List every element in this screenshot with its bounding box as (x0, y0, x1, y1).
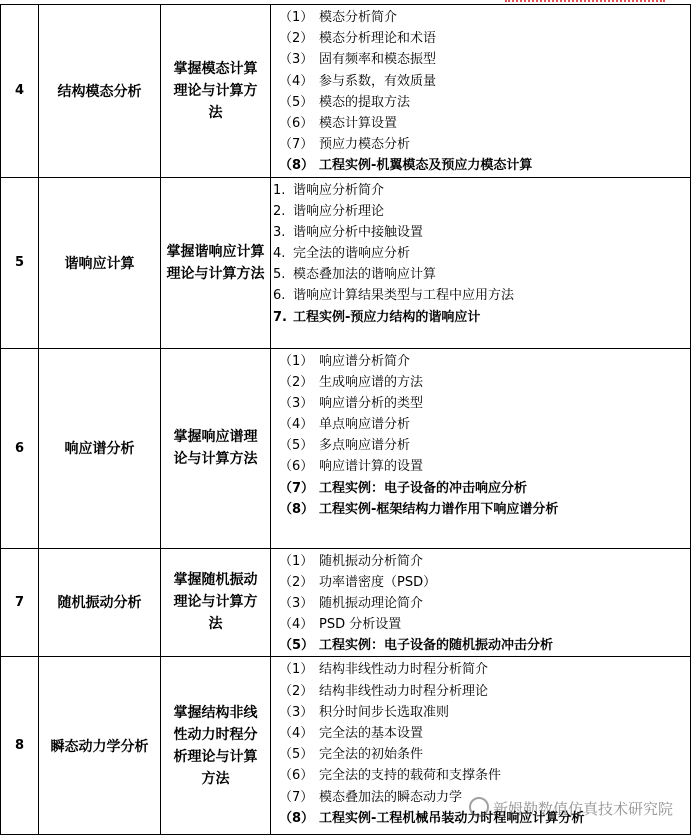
watermark (469, 797, 673, 819)
goal-line: 掌握随机振动 (173, 572, 258, 589)
list-item (271, 155, 690, 176)
item-text: 完全法的谐响应分析 (293, 246, 411, 262)
list-item (271, 702, 690, 723)
list-item (271, 435, 690, 456)
list-item (271, 372, 690, 393)
learning-goal (161, 5, 271, 178)
item-marker: （4） (279, 417, 314, 433)
list-item (271, 180, 690, 201)
item-text: 预应力模态分析 (319, 137, 411, 153)
item-marker: （5） (279, 438, 314, 454)
content-list (271, 351, 690, 521)
list-item (271, 723, 690, 744)
goal-line: 理论与计算方 (173, 594, 258, 611)
topic-name: 随机振动分析 (39, 548, 161, 657)
item-marker: （3） (279, 52, 314, 68)
list-item (271, 92, 690, 113)
learning-goal (161, 548, 271, 657)
content-list (271, 551, 690, 657)
item-text: 完全法的支持的载荷和支撑条件 (319, 768, 502, 784)
item-text: 谐响应计算结果类型与工程中应用方法 (293, 288, 515, 304)
item-marker: 7. (273, 309, 287, 325)
topic-name: 结构模态分析 (39, 5, 161, 178)
list-item (271, 681, 690, 702)
item-marker: （7） (279, 137, 314, 153)
item-marker: （2） (279, 374, 314, 390)
item-marker: （7） (279, 789, 314, 805)
topic-name: 响应谱分析 (39, 348, 161, 548)
item-text: 工程实例-预应力结构的谐响应计 (293, 309, 481, 325)
watermark-text: 新姆勒数值仿真技术研究院 (492, 800, 673, 818)
goal-line: 掌握响应谱理 (173, 429, 258, 445)
item-text: 模态分析简介 (319, 10, 398, 25)
topic-name: 谐响应计算 (39, 177, 161, 348)
item-text: 工程实例-框架结构力谱作用下响应谱分析 (319, 501, 559, 517)
item-marker: 1. (273, 182, 286, 198)
list-item (271, 134, 690, 155)
item-text: 模态的提取方法 (319, 94, 411, 110)
goal-line: 掌握结构非线 (173, 704, 258, 721)
learning-goal (161, 348, 271, 548)
item-marker: （3） (279, 395, 314, 411)
goal-line: 法 (208, 616, 223, 633)
item-text: 模态叠加法的谐响应计算 (293, 267, 437, 283)
item-marker: （6） (279, 768, 314, 784)
item-text: 随机振动理论简介 (319, 595, 424, 611)
item-text: 完全法的初始条件 (319, 747, 424, 763)
topic-name: 瞬态动力学分析 (39, 657, 161, 835)
item-marker: 4. (273, 246, 286, 262)
item-text: 功率谱密度（PSD） (319, 574, 437, 590)
item-text: 固有频率和模态振型 (319, 52, 437, 68)
list-item (271, 635, 690, 656)
item-marker: 3. (273, 224, 286, 240)
list-item (271, 551, 690, 572)
list-item (271, 285, 690, 306)
list-item (271, 7, 690, 28)
list-item (271, 765, 690, 786)
wechat-icon (469, 797, 489, 817)
list-item (271, 351, 690, 372)
list-item (271, 264, 690, 285)
row-number: 8 (1, 657, 39, 835)
row-number: 6 (1, 348, 39, 548)
list-item (271, 222, 690, 243)
table-row (1, 177, 691, 348)
item-text: 结构非线性动力时程分析简介 (319, 662, 489, 678)
row-number: 5 (1, 177, 39, 348)
item-text: 完全法的基本设置 (319, 726, 424, 741)
list-item (271, 414, 690, 435)
item-marker: （5） (279, 94, 314, 110)
item-marker: （1） (279, 353, 314, 369)
list-item (271, 593, 690, 614)
item-text: 模态计算设置 (319, 115, 398, 131)
item-marker: （7） (279, 480, 315, 496)
content-list (271, 7, 690, 177)
item-text: 响应谱分析的类型 (319, 395, 424, 411)
row-number: 4 (1, 5, 39, 178)
list-item (271, 307, 690, 328)
item-text: 积分时间步长选取准则 (319, 704, 450, 720)
goal-line: 法 (208, 104, 223, 121)
item-text: 模态叠加法的瞬态动力学 (319, 789, 463, 805)
goal-line: 理论与计算方法 (166, 265, 265, 282)
row-number: 7 (1, 548, 39, 657)
item-marker: （1） (279, 662, 314, 678)
item-marker: （5） (279, 747, 314, 763)
list-item (271, 393, 690, 414)
item-marker: （4） (279, 73, 314, 89)
content-list-cell (271, 5, 691, 178)
list-item (271, 243, 690, 264)
item-text: 响应谱分析简介 (319, 353, 411, 369)
item-text: 工程实例：电子设备的随机振动冲击分析 (319, 638, 554, 654)
item-marker: 2. (273, 203, 286, 219)
goal-line: 掌握谐响应计算 (166, 243, 265, 260)
item-text: 多点响应谱分析 (319, 438, 411, 454)
content-list (271, 180, 690, 328)
learning-goal (161, 177, 271, 348)
list-item (271, 499, 690, 520)
item-text: 工程实例-机翼模态及预应力模态计算 (319, 158, 533, 174)
list-item (271, 744, 690, 765)
goal-line: 方法 (201, 770, 230, 787)
table-row (1, 5, 691, 178)
goal-line: 析理论与计算 (173, 748, 258, 765)
item-marker: （4） (279, 726, 314, 741)
table-row (1, 548, 691, 657)
item-text: 谐响应分析理论 (293, 203, 385, 219)
list-item (271, 456, 690, 477)
list-item (271, 572, 690, 593)
goal-line: 理论与计算方 (173, 82, 258, 99)
goal-line: 掌握模态计算 (173, 60, 258, 77)
item-text: 生成响应谱的方法 (319, 374, 424, 390)
content-list-cell (271, 177, 691, 348)
item-marker: 6. (273, 288, 286, 304)
item-marker: （2） (279, 31, 314, 47)
item-marker: （6） (279, 459, 314, 475)
item-text: 单点响应谱分析 (319, 417, 411, 433)
item-marker: （2） (279, 574, 314, 590)
item-text: 谐响应分析简介 (293, 182, 385, 198)
course-table (0, 4, 691, 835)
list-item (271, 71, 690, 92)
content-list-cell (271, 348, 691, 548)
item-marker: （3） (279, 704, 314, 720)
list-item (271, 614, 690, 635)
item-text: 谐响应分析中接触设置 (293, 224, 424, 240)
list-item (271, 113, 690, 134)
list-item (271, 201, 690, 222)
item-text: 响应谱计算的设置 (319, 459, 424, 475)
item-text: 模态分析理论和术语 (319, 31, 437, 47)
item-text: 结构非线性动力时程分析理论 (319, 683, 489, 699)
item-text: 工程实例：电子设备的冲击响应分析 (319, 480, 528, 496)
table-row (1, 348, 691, 548)
list-item (271, 49, 690, 70)
item-marker: （8） (279, 501, 315, 517)
item-marker: （8） (279, 810, 315, 826)
list-item (271, 478, 690, 499)
goal-line: 论与计算方法 (173, 451, 258, 467)
goal-line: 性动力时程分 (173, 726, 258, 743)
list-item (271, 28, 690, 49)
item-marker: （5） (279, 638, 315, 654)
list-item (271, 659, 690, 680)
learning-goal (161, 657, 271, 835)
item-text: 工程实例-工程机械吊装动力时程响应计算分析 (319, 810, 585, 826)
item-text: 参与系数，有效质量 (319, 73, 437, 89)
item-marker: （2） (279, 683, 314, 699)
item-marker: （6） (279, 115, 314, 131)
item-marker: （3） (279, 595, 314, 611)
content-list-cell (271, 548, 691, 657)
item-text: 随机振动分析简介 (319, 553, 424, 569)
item-marker: （4） (279, 617, 314, 633)
item-marker: 5. (273, 267, 286, 283)
item-marker: （1） (279, 553, 314, 569)
item-marker: （1） (279, 10, 314, 25)
item-text: PSD 分析设置 (319, 617, 402, 633)
item-marker: （8） (279, 158, 315, 174)
